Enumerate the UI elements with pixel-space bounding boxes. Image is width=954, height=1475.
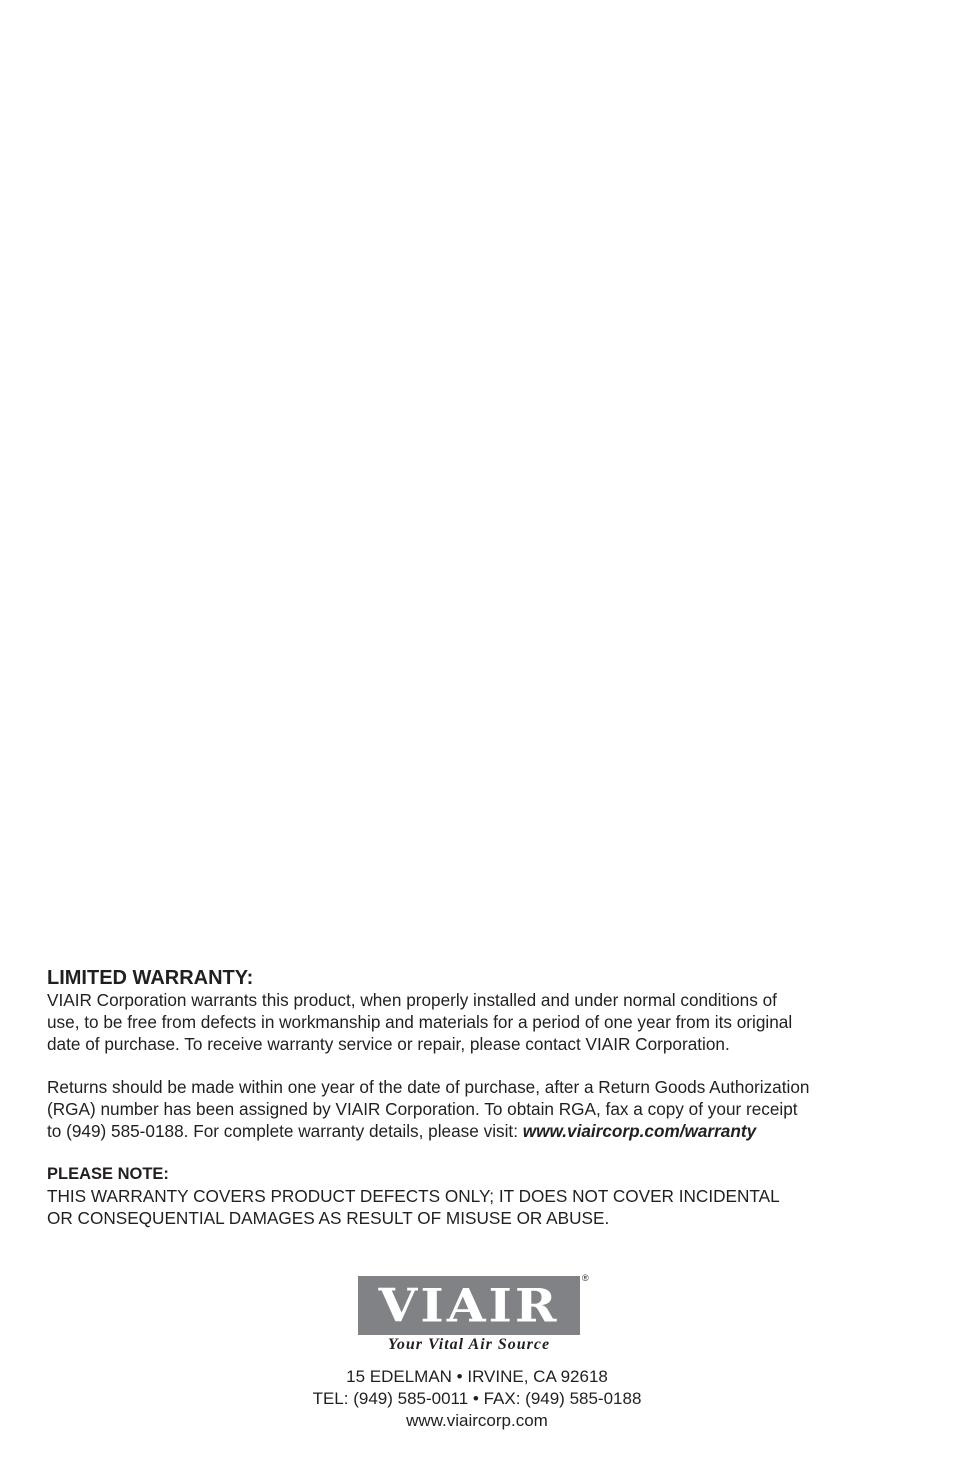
please-note-line: OR CONSEQUENTIAL DAMAGES AS RESULT OF MISUSE OR ABUSE.: [47, 1207, 610, 1228]
logo-tagline: Your Vital Air Source: [387, 1336, 551, 1353]
warranty-paragraph-2-line: (RGA) number has been assigned by VIAIR Corporation. To obtain RGA, fax a copy of your receipt: [47, 1098, 798, 1119]
company-address: [0, 1366, 954, 1432]
warranty-paragraph-1-line: VIAIR Corporation warrants this product, when properly installed and under normal conditions of: [47, 990, 777, 1010]
warranty-paragraph-1-line: date of purchase. To receive warranty service or repair, please contact VIAIR Corporation.: [47, 1033, 730, 1054]
please-note-line: THIS WARRANTY COVERS PRODUCT DEFECTS ONLY; IT DOES NOT COVER INCIDENTAL: [47, 1186, 780, 1207]
warranty-heading: LIMITED WARRANTY:: [47, 967, 254, 989]
logo-wordmark-box: [358, 1276, 580, 1335]
paragraph-spacer: [47, 1143, 917, 1165]
warranty-paragraph-2-text: to (949) 585-0188. For complete warranty details, please visit:: [47, 1120, 523, 1141]
warranty-paragraph-2-line: [47, 1121, 917, 1143]
please-note-body: [47, 1186, 917, 1230]
warranty-paragraph-2: [47, 1077, 917, 1142]
limited-warranty-section: [47, 966, 917, 1230]
website-link[interactable]: www.viaircorp.com: [406, 1411, 548, 1430]
warranty-paragraph-2-line: Returns should be made within one year of the date of purchase, after a Return Goods Authorization: [47, 1077, 810, 1098]
warranty-paragraph-1: [47, 990, 917, 1055]
logo-wordmark: VIAIR: [378, 1277, 560, 1333]
registered-mark: ®: [582, 1273, 589, 1283]
warranty-paragraph-1-line: use, to be free from defects in workmanship and materials for a period of one year from its original: [47, 1011, 793, 1032]
viair-logo: [358, 1273, 590, 1355]
paragraph-spacer: [47, 1055, 917, 1077]
street-address: 15 EDELMAN • IRVINE, CA 92618: [346, 1367, 608, 1386]
please-note-heading: PLEASE NOTE:: [47, 1165, 169, 1184]
phone-fax: TEL: (949) 585-0011 • FAX: (949) 585-0188: [312, 1389, 642, 1408]
warranty-link[interactable]: www.viaircorp.com/warranty: [522, 1120, 757, 1141]
